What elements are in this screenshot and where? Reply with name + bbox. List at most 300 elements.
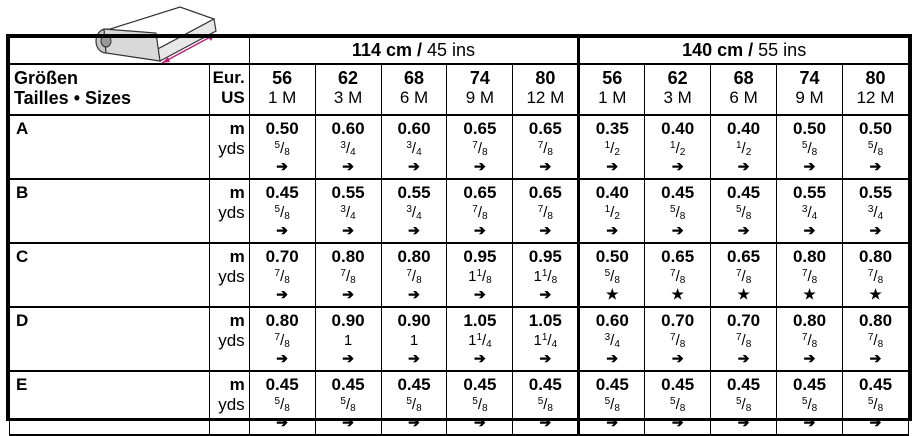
yds-numerator: 7 bbox=[867, 268, 874, 279]
yards-value: $^5/_8$ bbox=[340, 396, 356, 414]
yards-value: $^5/_8$ bbox=[867, 396, 884, 414]
yds-denominator: 8 bbox=[547, 147, 553, 158]
yds-numerator: 7 bbox=[340, 268, 346, 279]
yards-value: $^5/_8$ bbox=[537, 396, 553, 414]
yds-denominator: 8 bbox=[811, 403, 818, 414]
yds-numerator: 7 bbox=[537, 204, 544, 215]
meters-value: 0.45 bbox=[595, 375, 629, 394]
arrow-icon: ➔ bbox=[342, 286, 354, 302]
yds-denominator: 4 bbox=[811, 211, 818, 222]
yds-numerator: 5 bbox=[735, 396, 742, 407]
yards-value: $^1/_2$ bbox=[604, 204, 620, 222]
meters-value: 0.50 bbox=[595, 247, 629, 266]
meters-value: 0.60 bbox=[331, 119, 365, 138]
size-us: 12 M bbox=[526, 88, 565, 107]
arrow-icon: ➔ bbox=[539, 222, 552, 238]
meters-value: 0.50 bbox=[792, 119, 827, 138]
yds-denominator: 8 bbox=[284, 403, 290, 414]
yards-value: $^3/_4$ bbox=[340, 140, 356, 158]
meters-value: 0.45 bbox=[661, 375, 695, 394]
yards-value: $^3/_4$ bbox=[406, 204, 422, 222]
unit-yds: yds bbox=[218, 331, 245, 350]
view-row-e bbox=[10, 371, 909, 435]
arrow-icon: ➔ bbox=[737, 222, 750, 238]
yds-denominator: 8 bbox=[482, 147, 488, 158]
yds-denominator: 4 bbox=[486, 339, 492, 350]
yds-denominator: 8 bbox=[350, 403, 356, 414]
yds-numerator: 7 bbox=[801, 268, 808, 279]
size-eur: 68 bbox=[403, 68, 424, 88]
meters-value: 0.65 bbox=[528, 119, 562, 138]
yards-value: $^7/_8$ bbox=[274, 332, 290, 350]
yds-denominator: 8 bbox=[551, 275, 558, 286]
yardage-cell bbox=[579, 307, 645, 371]
eur-us-label: Eur. US bbox=[209, 64, 249, 115]
yds-denominator: 8 bbox=[745, 403, 752, 414]
yardage-cell bbox=[513, 307, 579, 371]
yardage-cell bbox=[447, 179, 513, 243]
yds-numerator: 7 bbox=[472, 140, 478, 151]
arrow-icon: ➔ bbox=[671, 414, 684, 430]
yds-denominator: 4 bbox=[416, 211, 422, 222]
yds-denominator: 8 bbox=[679, 339, 686, 350]
arrow-icon: ➔ bbox=[474, 222, 486, 238]
size-us: 9 M bbox=[465, 88, 495, 107]
yards-value: $^7/_8$ bbox=[867, 268, 884, 286]
yards-value: $^7/_8$ bbox=[406, 268, 422, 286]
yds-numerator: 7 bbox=[472, 204, 478, 215]
view-row-b bbox=[10, 179, 909, 243]
arrow-icon: ➔ bbox=[276, 158, 289, 174]
arrow-icon: ➔ bbox=[671, 350, 684, 366]
yards-value: $^3/_4$ bbox=[867, 204, 884, 222]
yds-numerator: 5 bbox=[537, 396, 544, 407]
meters-value: 0.55 bbox=[331, 183, 365, 202]
yds-numerator: 5 bbox=[472, 396, 478, 407]
yds-numerator: 7 bbox=[274, 268, 281, 279]
yds-denominator: 8 bbox=[284, 275, 290, 286]
meters-value: 0.45 bbox=[727, 183, 761, 202]
arrow-icon: ➔ bbox=[869, 350, 882, 366]
size-eur: 74 bbox=[799, 68, 820, 88]
meters-value: 0.80 bbox=[792, 247, 827, 266]
arrow-icon: ➔ bbox=[869, 414, 882, 430]
yards-value: $^5/_8$ bbox=[604, 396, 620, 414]
yds-denominator: 4 bbox=[350, 147, 356, 158]
yds-denominator: 8 bbox=[811, 275, 818, 286]
yardage-cell bbox=[381, 115, 447, 179]
size-us: 12 M bbox=[856, 88, 895, 107]
yds-numerator: 7 bbox=[670, 332, 676, 343]
meters-value: 0.45 bbox=[727, 375, 761, 394]
meters-value: 0.65 bbox=[727, 247, 761, 266]
meters-value: 0.45 bbox=[528, 375, 562, 394]
yds-denominator: 4 bbox=[614, 339, 620, 350]
size-74-140 bbox=[777, 64, 843, 115]
yardage-cell bbox=[711, 243, 777, 307]
yardage-cell bbox=[249, 179, 315, 243]
arrow-icon: ➔ bbox=[408, 350, 420, 366]
yardage-cell bbox=[315, 371, 381, 435]
meters-value: 0.95 bbox=[528, 247, 562, 266]
yds-denominator: 2 bbox=[614, 211, 620, 222]
arrow-icon: ➔ bbox=[539, 158, 552, 174]
meters-value: 0.40 bbox=[661, 119, 695, 138]
meters-value: 0.70 bbox=[661, 311, 695, 330]
yards-value: $^1/_2$ bbox=[735, 140, 752, 158]
yardage-cell bbox=[513, 243, 579, 307]
yards-value: $^7/_8$ bbox=[735, 268, 752, 286]
meters-value: 0.50 bbox=[265, 119, 299, 138]
arrow-icon: ➔ bbox=[869, 158, 882, 174]
size-62-114 bbox=[315, 64, 381, 115]
size-eur: 80 bbox=[865, 68, 886, 88]
arrow-icon: ➔ bbox=[342, 414, 354, 430]
yards-value: $^7/_8$ bbox=[472, 140, 488, 158]
yds-denominator: 8 bbox=[811, 147, 818, 158]
arrow-icon: ➔ bbox=[803, 222, 816, 238]
yds-whole: 1 bbox=[533, 268, 542, 285]
yds-denominator: 8 bbox=[614, 403, 620, 414]
yardage-cell bbox=[249, 243, 315, 307]
star-icon: ★ bbox=[605, 286, 619, 302]
yds-numerator: 5 bbox=[604, 396, 611, 407]
yards-value: $1^1/_4$ bbox=[533, 332, 558, 350]
meters-value: 0.80 bbox=[331, 247, 365, 266]
yds-denominator: 8 bbox=[547, 211, 553, 222]
unit-m: m bbox=[229, 375, 245, 394]
yardage-cell bbox=[777, 115, 843, 179]
meters-value: 0.45 bbox=[397, 375, 431, 394]
size-eur: 80 bbox=[535, 68, 556, 88]
yards-value: $^7/_8$ bbox=[274, 268, 290, 286]
meters-value: 0.45 bbox=[792, 375, 827, 394]
yds-whole: 1 bbox=[409, 332, 419, 349]
yardage-cell bbox=[842, 115, 908, 179]
yardage-cell bbox=[381, 179, 447, 243]
yardage-cell bbox=[381, 243, 447, 307]
unit-labels bbox=[209, 307, 249, 371]
yardage-cell bbox=[315, 115, 381, 179]
yds-numerator: 7 bbox=[867, 332, 874, 343]
unit-labels bbox=[209, 115, 249, 179]
unit-yds: yds bbox=[218, 203, 245, 222]
meters-value: 0.40 bbox=[595, 183, 629, 202]
yds-denominator: 8 bbox=[679, 275, 686, 286]
arrow-icon: ➔ bbox=[869, 222, 882, 238]
arrow-icon: ➔ bbox=[276, 286, 289, 302]
yds-whole: 1 bbox=[468, 332, 477, 349]
yds-numerator: 5 bbox=[274, 396, 281, 407]
unit-m: m bbox=[229, 183, 245, 202]
yds-denominator: 4 bbox=[877, 211, 884, 222]
size-eur: 62 bbox=[667, 68, 688, 88]
unit-labels bbox=[209, 179, 249, 243]
star-icon: ★ bbox=[869, 286, 882, 302]
arrow-icon: ➔ bbox=[276, 414, 289, 430]
yds-numerator: 1 bbox=[735, 140, 742, 151]
arrow-icon: ➔ bbox=[803, 158, 816, 174]
yards-value: $^7/_8$ bbox=[670, 332, 686, 350]
unit-yds: yds bbox=[218, 395, 245, 414]
view-row-c bbox=[10, 243, 909, 307]
yds-numerator: 7 bbox=[406, 268, 412, 279]
meters-value: 0.95 bbox=[463, 247, 497, 266]
yds-denominator: 8 bbox=[877, 339, 884, 350]
unit-yds: yds bbox=[218, 267, 245, 286]
sizes-label: Größen Tailles • Sizes bbox=[10, 64, 210, 115]
meters-value: 0.45 bbox=[331, 375, 365, 394]
yardage-cell bbox=[579, 115, 645, 179]
yds-denominator: 8 bbox=[877, 275, 884, 286]
yds-numerator: 7 bbox=[735, 268, 742, 279]
view-label: B bbox=[10, 179, 210, 243]
yds-numerator: 3 bbox=[604, 332, 611, 343]
yds-denominator: 4 bbox=[551, 339, 558, 350]
yds-numerator: 5 bbox=[735, 204, 742, 215]
yardage-cell bbox=[315, 307, 381, 371]
arrow-icon: ➔ bbox=[737, 350, 750, 366]
yardage-cell bbox=[645, 243, 711, 307]
yds-numerator: 3 bbox=[340, 140, 346, 151]
yards-value: $^5/_8$ bbox=[670, 396, 686, 414]
yardage-cell bbox=[645, 307, 711, 371]
meters-value: 0.55 bbox=[858, 183, 893, 202]
unit-m: m bbox=[229, 311, 245, 330]
arrow-icon: ➔ bbox=[606, 158, 619, 174]
yds-denominator: 8 bbox=[284, 147, 290, 158]
meters-value: 0.70 bbox=[265, 247, 299, 266]
header-blank bbox=[10, 38, 250, 65]
size-us: 1 M bbox=[267, 88, 297, 107]
yardage-cell bbox=[777, 307, 843, 371]
yardage-table-frame bbox=[6, 34, 912, 430]
yardage-cell bbox=[315, 243, 381, 307]
arrow-icon: ➔ bbox=[474, 286, 486, 302]
arrow-icon: ➔ bbox=[671, 222, 684, 238]
size-us: 9 M bbox=[795, 88, 824, 107]
arrow-icon: ➔ bbox=[539, 350, 552, 366]
yards-value: $^5/_8$ bbox=[801, 396, 818, 414]
arrow-icon: ➔ bbox=[539, 286, 552, 302]
yds-numerator: 7 bbox=[801, 332, 808, 343]
yards-value: $^3/_4$ bbox=[801, 204, 818, 222]
arrow-icon: ➔ bbox=[276, 350, 289, 366]
yds-denominator: 8 bbox=[745, 211, 752, 222]
view-label: E bbox=[10, 371, 210, 435]
meters-value: 0.60 bbox=[595, 311, 629, 330]
arrow-icon: ➔ bbox=[737, 414, 750, 430]
arrow-icon: ➔ bbox=[606, 350, 619, 366]
yards-value: $1^1/_8$ bbox=[533, 268, 558, 286]
meters-value: 0.65 bbox=[463, 119, 497, 138]
yards-value bbox=[382, 331, 447, 350]
yards-value: $^3/_4$ bbox=[406, 140, 422, 158]
yds-denominator: 8 bbox=[416, 275, 422, 286]
yardage-cell bbox=[513, 371, 579, 435]
yds-denominator: 8 bbox=[745, 339, 752, 350]
view-row-a bbox=[10, 115, 909, 179]
yards-value: $^7/_8$ bbox=[867, 332, 884, 350]
yards-value: $^7/_8$ bbox=[537, 204, 553, 222]
view-label: D bbox=[10, 307, 210, 371]
yards-value: $^5/_8$ bbox=[670, 204, 686, 222]
yards-value: $^5/_8$ bbox=[801, 140, 818, 158]
size-us: 6 M bbox=[399, 88, 429, 107]
yds-numerator: 5 bbox=[274, 204, 281, 215]
arrow-icon: ➔ bbox=[342, 222, 354, 238]
meters-value: 0.80 bbox=[265, 311, 299, 330]
fabric-width-114: 114 cm / 45 ins bbox=[249, 38, 579, 65]
meters-value: 0.45 bbox=[265, 183, 299, 202]
yds-numerator: 1 bbox=[541, 332, 548, 343]
arrow-icon: ➔ bbox=[408, 222, 420, 238]
yds-whole: 1 bbox=[343, 332, 353, 349]
arrow-icon: ➔ bbox=[408, 286, 420, 302]
meters-value: 0.80 bbox=[858, 311, 893, 330]
yardage-cell bbox=[447, 307, 513, 371]
yards-value: $^5/_8$ bbox=[472, 396, 488, 414]
view-label: C bbox=[10, 243, 210, 307]
meters-value: 0.45 bbox=[858, 375, 893, 394]
yardage-cell bbox=[645, 179, 711, 243]
yards-value: $^7/_8$ bbox=[340, 268, 356, 286]
arrow-icon: ➔ bbox=[803, 414, 816, 430]
yds-denominator: 8 bbox=[284, 339, 290, 350]
meters-value: 0.80 bbox=[792, 311, 827, 330]
meters-value: 0.90 bbox=[331, 311, 365, 330]
yds-numerator: 1 bbox=[476, 268, 482, 279]
size-eur: 56 bbox=[272, 68, 293, 88]
yds-numerator: 5 bbox=[867, 396, 874, 407]
arrow-icon: ➔ bbox=[606, 414, 619, 430]
yards-value: $^5/_8$ bbox=[735, 396, 752, 414]
arrow-icon: ➔ bbox=[408, 414, 420, 430]
arrow-icon: ➔ bbox=[474, 158, 486, 174]
yds-numerator: 7 bbox=[537, 140, 544, 151]
meters-value: 1.05 bbox=[528, 311, 562, 330]
size-eur: 56 bbox=[602, 68, 623, 88]
yds-numerator: 5 bbox=[340, 396, 346, 407]
yards-value: $^1/_2$ bbox=[670, 140, 686, 158]
yardage-cell bbox=[711, 179, 777, 243]
yds-numerator: 1 bbox=[476, 332, 482, 343]
yardage-cell bbox=[645, 371, 711, 435]
meters-value: 0.55 bbox=[397, 183, 431, 202]
yardage-cell bbox=[711, 307, 777, 371]
yds-numerator: 5 bbox=[801, 396, 808, 407]
size-80-114 bbox=[513, 64, 579, 115]
yardage-cell bbox=[249, 115, 315, 179]
yds-denominator: 4 bbox=[416, 147, 422, 158]
yards-value: $^5/_8$ bbox=[274, 140, 290, 158]
size-eur: 74 bbox=[469, 68, 490, 88]
yds-denominator: 8 bbox=[482, 211, 488, 222]
yards-value: $^7/_8$ bbox=[801, 332, 818, 350]
meters-value: 0.65 bbox=[528, 183, 562, 202]
size-us: 1 M bbox=[598, 88, 627, 107]
size-80-140 bbox=[842, 64, 908, 115]
yardage-cell bbox=[315, 179, 381, 243]
yardage-cell bbox=[381, 307, 447, 371]
arrow-icon: ➔ bbox=[342, 350, 354, 366]
meters-value: 0.45 bbox=[661, 183, 695, 202]
meters-value: 0.65 bbox=[661, 247, 695, 266]
yds-denominator: 8 bbox=[547, 403, 553, 414]
yds-numerator: 5 bbox=[867, 140, 874, 151]
yardage-cell bbox=[513, 115, 579, 179]
meters-value: 0.35 bbox=[595, 119, 629, 138]
arrow-icon: ➔ bbox=[606, 222, 619, 238]
size-header-row bbox=[10, 64, 909, 115]
yds-denominator: 2 bbox=[614, 147, 620, 158]
yardage-cell bbox=[777, 179, 843, 243]
size-us: 3 M bbox=[663, 88, 692, 107]
meters-value: 0.45 bbox=[463, 375, 497, 394]
yardage-cell bbox=[842, 371, 908, 435]
meters-value: 0.55 bbox=[792, 183, 827, 202]
yds-denominator: 2 bbox=[745, 147, 752, 158]
unit-m: m bbox=[229, 119, 245, 138]
yards-value: $^5/_8$ bbox=[274, 204, 290, 222]
yds-denominator: 8 bbox=[350, 275, 356, 286]
yds-numerator: 5 bbox=[670, 204, 676, 215]
yards-value: $^5/_8$ bbox=[604, 268, 620, 286]
yardage-cell bbox=[842, 179, 908, 243]
unit-yds: yds bbox=[218, 139, 245, 158]
yds-numerator: 3 bbox=[406, 204, 412, 215]
yds-denominator: 8 bbox=[482, 403, 488, 414]
size-56-140 bbox=[579, 64, 645, 115]
yards-value: $^5/_8$ bbox=[735, 204, 752, 222]
meters-value: 1.05 bbox=[463, 311, 497, 330]
yardage-cell bbox=[579, 179, 645, 243]
arrow-icon: ➔ bbox=[737, 158, 750, 174]
yds-denominator: 8 bbox=[614, 275, 620, 286]
yards-value: $^3/_4$ bbox=[604, 332, 620, 350]
yards-value: $^5/_8$ bbox=[867, 140, 884, 158]
yards-value: $^1/_2$ bbox=[604, 140, 620, 158]
yds-numerator: 1 bbox=[670, 140, 676, 151]
unit-labels bbox=[209, 243, 249, 307]
yds-numerator: 3 bbox=[801, 204, 808, 215]
yds-numerator: 5 bbox=[670, 396, 676, 407]
yards-value: $^7/_8$ bbox=[670, 268, 686, 286]
yds-numerator: 3 bbox=[406, 140, 412, 151]
yardage-cell bbox=[777, 243, 843, 307]
yds-whole: 1 bbox=[468, 268, 477, 285]
yardage-cell bbox=[579, 371, 645, 435]
size-eur: 62 bbox=[338, 68, 359, 88]
arrow-icon: ➔ bbox=[539, 414, 552, 430]
yds-numerator: 7 bbox=[274, 332, 281, 343]
yds-denominator: 4 bbox=[350, 211, 356, 222]
yds-numerator: 1 bbox=[604, 204, 611, 215]
yds-whole: 1 bbox=[533, 332, 542, 349]
size-74-114 bbox=[447, 64, 513, 115]
arrow-icon: ➔ bbox=[408, 158, 420, 174]
yardage-cell bbox=[381, 371, 447, 435]
view-label: A bbox=[10, 115, 210, 179]
yardage-cell bbox=[249, 371, 315, 435]
yds-denominator: 8 bbox=[811, 339, 818, 350]
yardage-cell bbox=[447, 115, 513, 179]
size-68-114 bbox=[381, 64, 447, 115]
unit-labels bbox=[209, 371, 249, 435]
yds-denominator: 8 bbox=[745, 275, 752, 286]
yardage-cell bbox=[447, 371, 513, 435]
arrow-icon: ➔ bbox=[474, 350, 486, 366]
